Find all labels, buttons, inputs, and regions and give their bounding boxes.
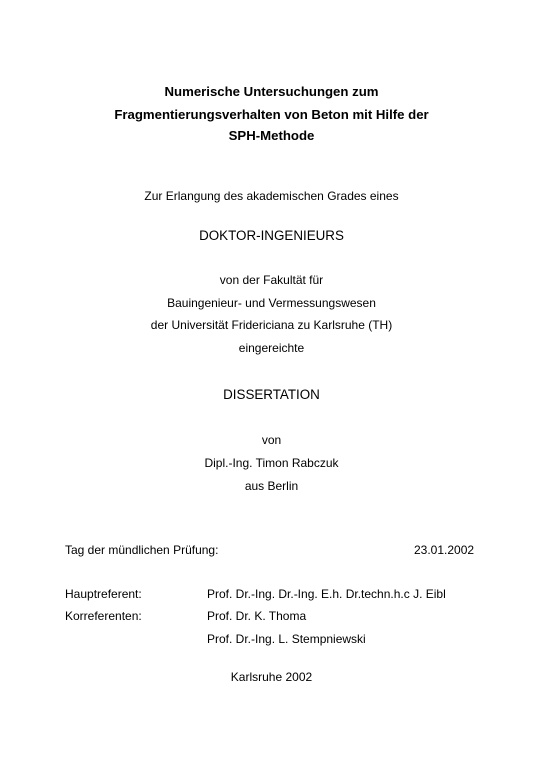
faculty-line-1: von der Fakultät für (219, 273, 324, 287)
co-referee-name-1: Prof. Dr. K. Thoma (207, 609, 307, 623)
degree-purpose: Zur Erlangung des akademischen Grades eines (144, 189, 399, 203)
document-type: DISSERTATION (223, 387, 320, 402)
faculty-line-3: der Universität Fridericiana zu Karlsruhe (TH) (150, 318, 393, 332)
place-year: Karlsruhe 2002 (230, 670, 313, 684)
co-referee-name-2: Prof. Dr.-Ing. L. Stempniewski (207, 632, 366, 646)
title-line-2: Fragmentierungsverhalten von Beton mit Hilfe der (114, 107, 429, 122)
exam-date-value: 23.01.2002 (414, 543, 475, 557)
main-referee-label: Hauptreferent: (65, 587, 142, 601)
faculty-line-2: Bauingenieur- und Vermessungswesen (167, 296, 376, 310)
main-referee-name: Prof. Dr.-Ing. Dr.-Ing. E.h. Dr.techn.h.c J. Eibl (207, 587, 446, 601)
title-line-1: Numerische Untersuchungen zum (164, 84, 379, 99)
title-line-3: SPH-Methode (228, 128, 315, 143)
author-name: Dipl.-Ing. Timon Rabczuk (204, 456, 339, 470)
co-referees-label: Korreferenten: (65, 609, 142, 623)
author-by: von (261, 433, 282, 447)
degree-title: DOKTOR-INGENIEURS (199, 228, 344, 243)
faculty-line-4: eingereichte (238, 341, 305, 355)
exam-date-label: Tag der mündlichen Prüfung: (65, 543, 219, 557)
author-origin: aus Berlin (244, 479, 299, 493)
